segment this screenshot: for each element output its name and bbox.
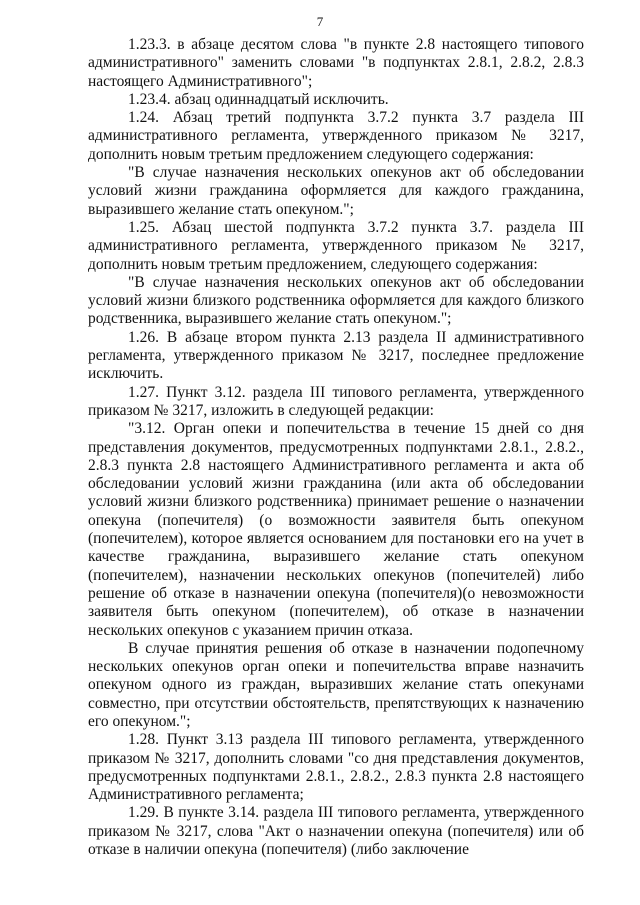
paragraph-3-12-quote: "3.12. Орган опеки и попечительства в течение 15 дней со дня представления документов, предусмотренных подпунктами 2.8.1., 2.8.2., 2.8.3 пункта 2.8 настоящего Административного регламента и акта об обследовании условий жизни гражданина (или акта об обследовании условий жизни близкого родственника) принимает решение о назначении опекуна (попечителя) (о возможности заявителя быть опекуном (попечителем), которое является основанием для постановки его на учет в качестве гражданина, выразившего желание стать опекуном (попечителем), назначении нескольких опекунов (попечителей) либо решение об отказе в назначении опекуна (попечителя)(о невозможности заявителя быть опекуном (попечителем), об отказе в назначении нескольких опекунов с указанием причин отказа. [88,420,584,639]
paragraph-3-12-continued: В случае принятия решения об отказе в назначении подопечному нескольких опекунов орган опеки и попечительства вправе назначить опекуном одного из граждан, выразивших желание стать опекунами совместно, при отсутствии обстоятельств, препятствующих к назначению его опекуном."; [88,639,584,730]
paragraph-1-27: 1.27. Пункт 3.12. раздела III типового регламента, утвержденного приказом № 3217, изложить в следующей редакции: [88,383,584,419]
paragraph-1-29: 1.29. В пункте 3.14. раздела III типового регламента, утвержденного приказом № 3217, слова "Акт о назначении опекуна (попечителя) или об отказе в наличии опекуна (попечителя) (либо заключение [88,804,584,859]
paragraph-1-23-3: 1.23.3. в абзаце десятом слова "в пункте 2.8 настоящего типового административного" заменить словами "в подпунктах 2.8.1, 2.8.2, 2.8.3 настоящего Административного"; [88,36,584,90]
page-number: 7 [316,14,324,29]
paragraph-1-26: 1.26. В абзаце втором пункта 2.13 раздела II административного регламента, утвержденного приказом № 3217, последнее предложение исключить. [88,328,584,383]
document-body [88,36,584,859]
paragraph-1-25: 1.25. Абзац шестой подпункта 3.7.2 пункта 3.7. раздела III административного регламента, утвержденного приказом № 3217, дополнить новым третьим предложением, следующего содержания: [88,218,584,273]
paragraph-1-25-quote: "В случае назначения нескольких опекунов акт об обследовании условий жизни близкого родственника оформляется для каждого близкого родственника, выразившего желание стать опекуном."; [88,273,584,328]
paragraph-1-24-quote: "В случае назначения нескольких опекунов акт об обследовании условий жизни гражданина оформляется для каждого гражданина, выразившего желание стать опекуном."; [88,164,584,218]
paragraph-1-28: 1.28. Пункт 3.13 раздела III типового регламента, утвержденного приказом № 3217, дополнить словами "со дня представления документов, предусмотренных подпунктами 2.8.1., 2.8.2., 2.8.3 пункта 2.8 настоящего Административного регламента; [88,731,584,804]
paragraph-1-23-4: 1.23.4. абзац одиннадцатый исключить. [128,90,389,108]
paragraph-1-24: 1.24. Абзац третий подпункта 3.7.2 пункта 3.7 раздела III административного регламента, утвержденного приказом № 3217, дополнить новым третьим предложением следующего содержания: [88,109,584,163]
